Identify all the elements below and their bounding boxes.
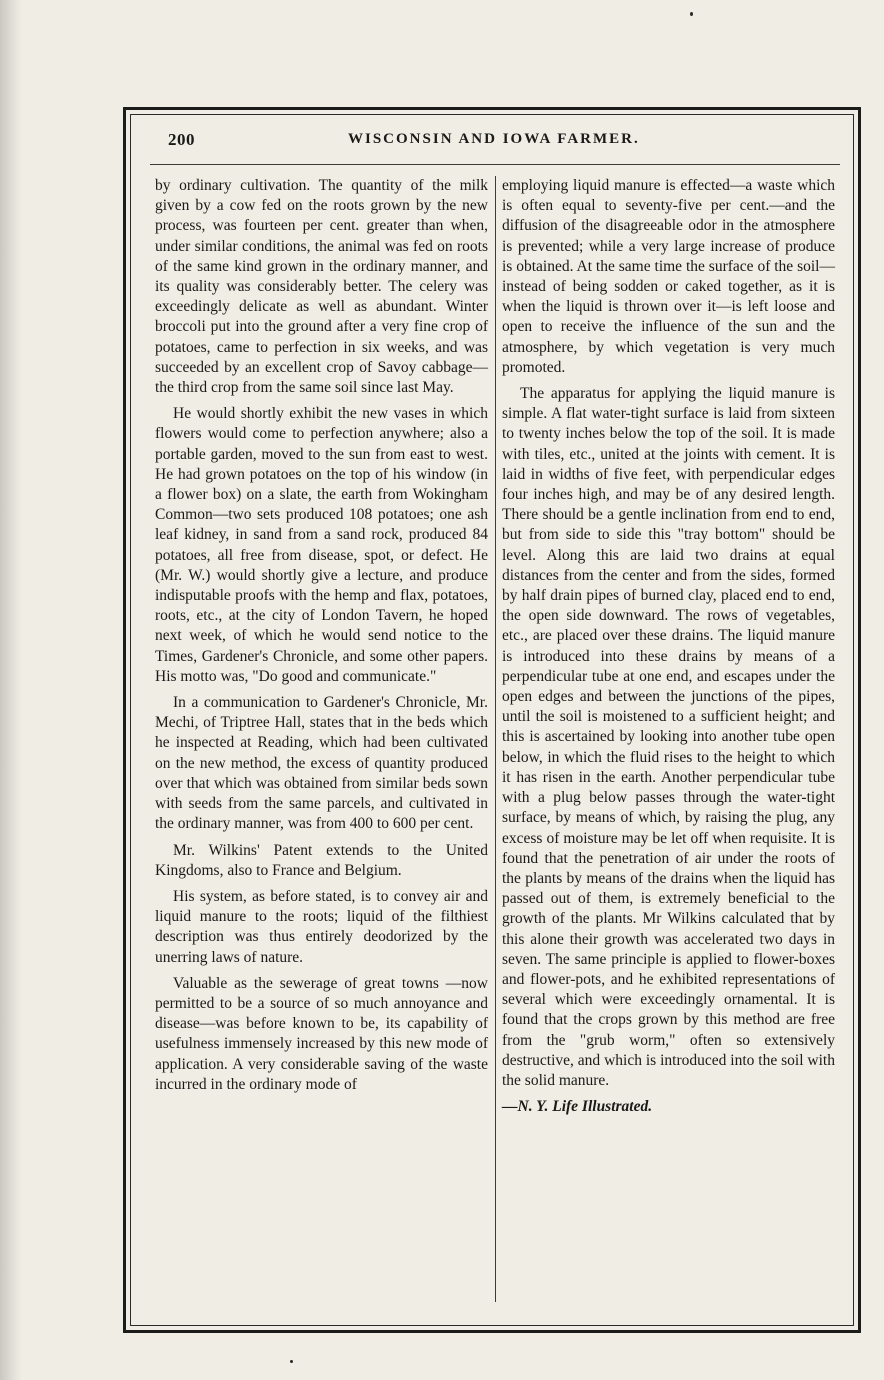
paragraph: The apparatus for applying the liquid manure is simple. A flat water-tight surface is laid from sixteen to twenty inches below the top of the soil. It is made with tiles, etc., united at the joints with cement. It is laid in widths of five feet, with perpendicular edges four inches high, and may be of any desired length. There should be a gentle inclination from end to end, but from side to side this "tray bottom" should be level. Along this are laid two drains at equal distances from the center and from the sides, formed by half drain pipes of burned clay, placed end to end, the open side downward. The rows of vegetables, etc., are placed over these drains. The liquid manure is introduced into these drains by means of a perpendicular tube at one end, and escapes under the open edges and between the junctions of the pipes, until the soil is moistened to a sufficient height; and this is ascertained by looking into another tube open below, in which the fluid rises to the height to which it has risen in the earth. Another perpendicular tube with a plug below passes through the water-tight surface, by means of which, by raising the plug, any excess of moisture may be let off when requisite. It is found that the penetration of air under the roots of the plants by means of the drains when the liquid has passed out of them, is extremely beneficial to the growth of the plants. Mr Wilkins calculated that by this alone their growth was accelerated two days in seven. The same principle is applied to flower-boxes and flower-pots, and he exhibited representations of several which were exceedingly ornamental. It is found that the crops grown by this method are free from the "grub worm," often so extensively destructive, and which is introduced into the soil with the solid manure.	[502, 385, 835, 1089]
running-title: WISCONSIN AND IOWA FARMER.	[348, 131, 640, 147]
source-attribution: —N. Y. Life Illustrated.	[502, 1098, 653, 1116]
paragraph: Valuable as the sewerage of great towns —now permitted to be a source of so much annoyance and disease—was before known to be, its capability of usefulness immensely increased by this new mode of application. A very considerable saving of the waste incurred in the ordinary mode of	[155, 974, 488, 1093]
paragraph: He would shortly exhibit the new vases in which flowers would come to perfection anywhere; also a portable garden, moved to the sun from east to west. He had grown potatoes on the top of his window (in a flower box) on a slate, the earth from Wokingham Common—two sets produced 108 potatoes; one ash leaf kidney, in sand from a sand rock, produced 84 potatoes, all free from disease, spot, or defect. He (Mr. W.) would shortly give a lecture, and produce indisputable proofs with the hemp and flax, potatoes, roots, etc., at the city of London Tavern, he hoped next week, of which he would send notice to the Times, Gardener's Chronicle, and some other papers. His motto was, "Do good and communicate."	[155, 405, 488, 685]
right-column	[502, 176, 835, 1123]
header-rule	[150, 164, 840, 165]
column-divider	[495, 176, 496, 1302]
page-edge-shadow	[0, 0, 22, 1380]
page-header	[150, 130, 838, 158]
paragraph: His system, as before stated, is to convey air and liquid manure to the roots; liquid of the filthiest description was thus entirely deodorized by the unerring laws of nature.	[155, 887, 488, 966]
paragraph: employing liquid manure is effected—a waste which is often equal to seventy-five per cent.—and the diffusion of the disagreeable odor in the atmosphere is prevented; while a very large increase of produce is obtained. At the same time the surface of the soil—instead of being sodden or caked together, as it is when the liquid is thrown over it—is left loose and open to receive the influence of the sun and the atmosphere, by which vegetation is very much promoted.	[502, 177, 835, 376]
print-speck	[290, 1360, 293, 1363]
left-column	[155, 176, 488, 1101]
paragraph: Mr. Wilkins' Patent extends to the United Kingdoms, also to France and Belgium.	[155, 841, 488, 879]
paragraph: by ordinary cultivation. The quantity of the milk given by a cow fed on the roots grown by the new process, was fourteen per cent. greater than when, under similar conditions, the animal was fed on roots of the same kind grown in the ordinary manner, and its quality was considerably better. The celery was exceedingly delicate as well as abundant. Winter broccoli put into the ground after a very fine crop of potatoes, came to perfection in six weeks, and was succeeded by an excellent crop of Savoy cabbage—the third crop from the same soil since last May.	[155, 177, 488, 397]
paragraph: In a communication to Gardener's Chronicle, Mr. Mechi, of Triptree Hall, states that in the beds which he inspected at Reading, which had been cultivated on the new method, the excess of quantity produced over that which was obtained from similar beds sown with seeds from the same parcels, and cultivated in the ordinary manner, was from 400 to 600 per cent.	[155, 694, 488, 833]
page-number: 200	[168, 130, 195, 149]
print-speck	[690, 12, 693, 16]
